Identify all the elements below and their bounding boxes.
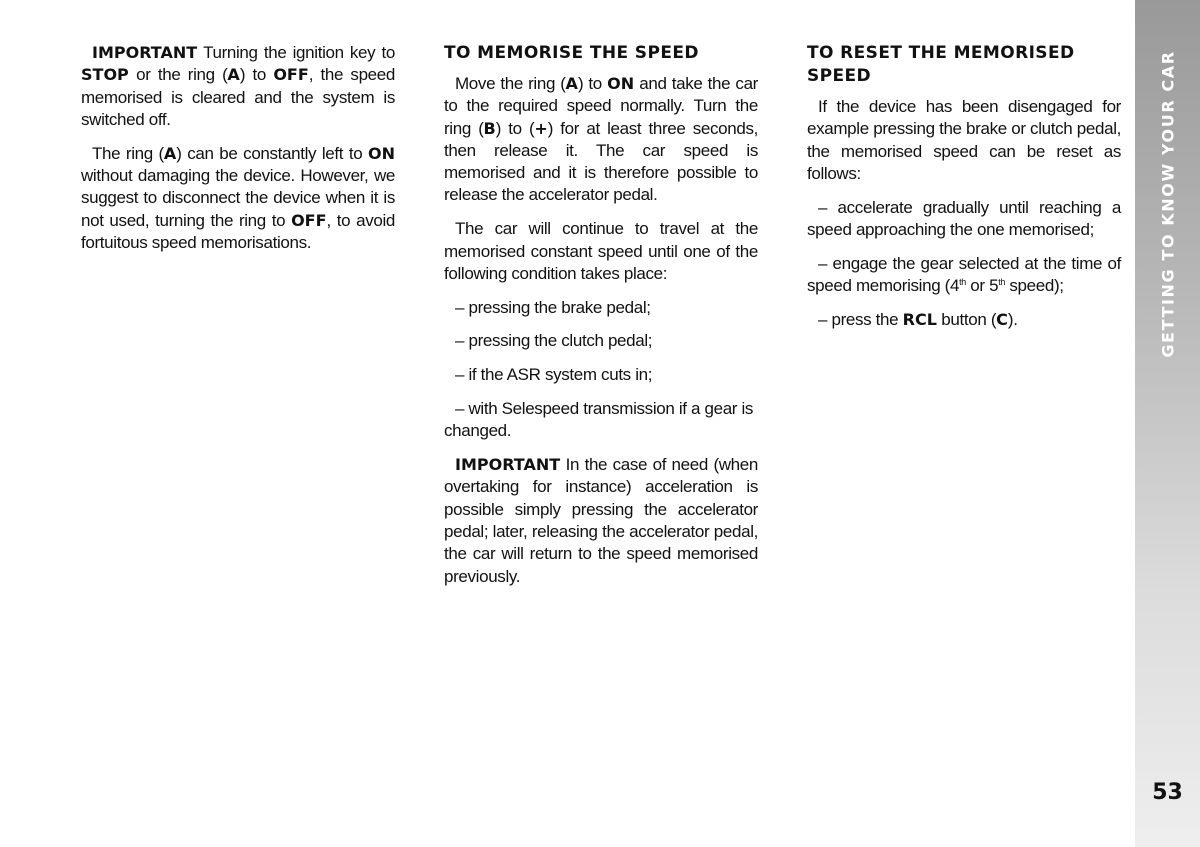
list-item: – with Selespeed transmission if a gear is changed.	[444, 399, 754, 441]
important-label: IMPORTANT	[92, 43, 198, 62]
page-number: 53	[1152, 780, 1183, 805]
chapter-title: GETTING TO KNOW YOUR CAR	[1158, 50, 1178, 358]
list-item: – accelerate gradually until reaching a speed approaching the one memorised;	[807, 197, 1121, 239]
list-item: – pressing the clutch pedal;	[455, 331, 653, 351]
list-item: – engage the gear selected at the time of speed memorising (4th or 5th speed);	[807, 253, 1121, 296]
list-item: – pressing the brake pedal;	[455, 297, 651, 317]
constant-speed-paragraph: The car will continue to travel at the memorised constant speed until one of the following condition takes place:	[444, 219, 758, 283]
column-left	[81, 42, 395, 266]
heading-reset-speed: TO RESET THE MEMORISED SPEED	[807, 43, 1075, 86]
column-middle	[444, 42, 758, 599]
heading-memorise-speed: TO MEMORISE THE SPEED	[444, 43, 699, 63]
reset-intro-paragraph: If the device has been disengaged for example pressing the brake or clutch pedal, the memorised speed can be reset as follows:	[807, 97, 1121, 183]
important-note-overtaking: IMPORTANT In the case of need (when overtaking for instance) acceleration is possible simply pressing the accelerator pedal; later, releasing the accelerator pedal, the car will return to the speed memorised previously.	[444, 455, 758, 586]
list-item: – if the ASR system cuts in;	[455, 365, 653, 385]
list-item: – press the RCL button (C).	[818, 309, 1018, 329]
column-right	[807, 42, 1121, 343]
important-note-ignition: IMPORTANT Turning the ignition key to STOP or the ring (A) to OFF, the speed memorised is cleared and the system is switched off.	[81, 43, 396, 129]
ring-note-paragraph: The ring (A) can be constantly left to ON without damaging the device. However, we suggest to disconnect the device when it is not used, turning the ring to OFF, to avoid fortuitous speed memorisations.	[81, 143, 395, 252]
important-label: IMPORTANT	[455, 455, 561, 475]
memorise-instructions: Move the ring (A) to ON and take the car to the required speed normally. Turn the ring (B) to (+) for at least three seconds, then release it. The car speed is memorised and it is therefore possible to release the accelerator pedal.	[444, 74, 758, 205]
